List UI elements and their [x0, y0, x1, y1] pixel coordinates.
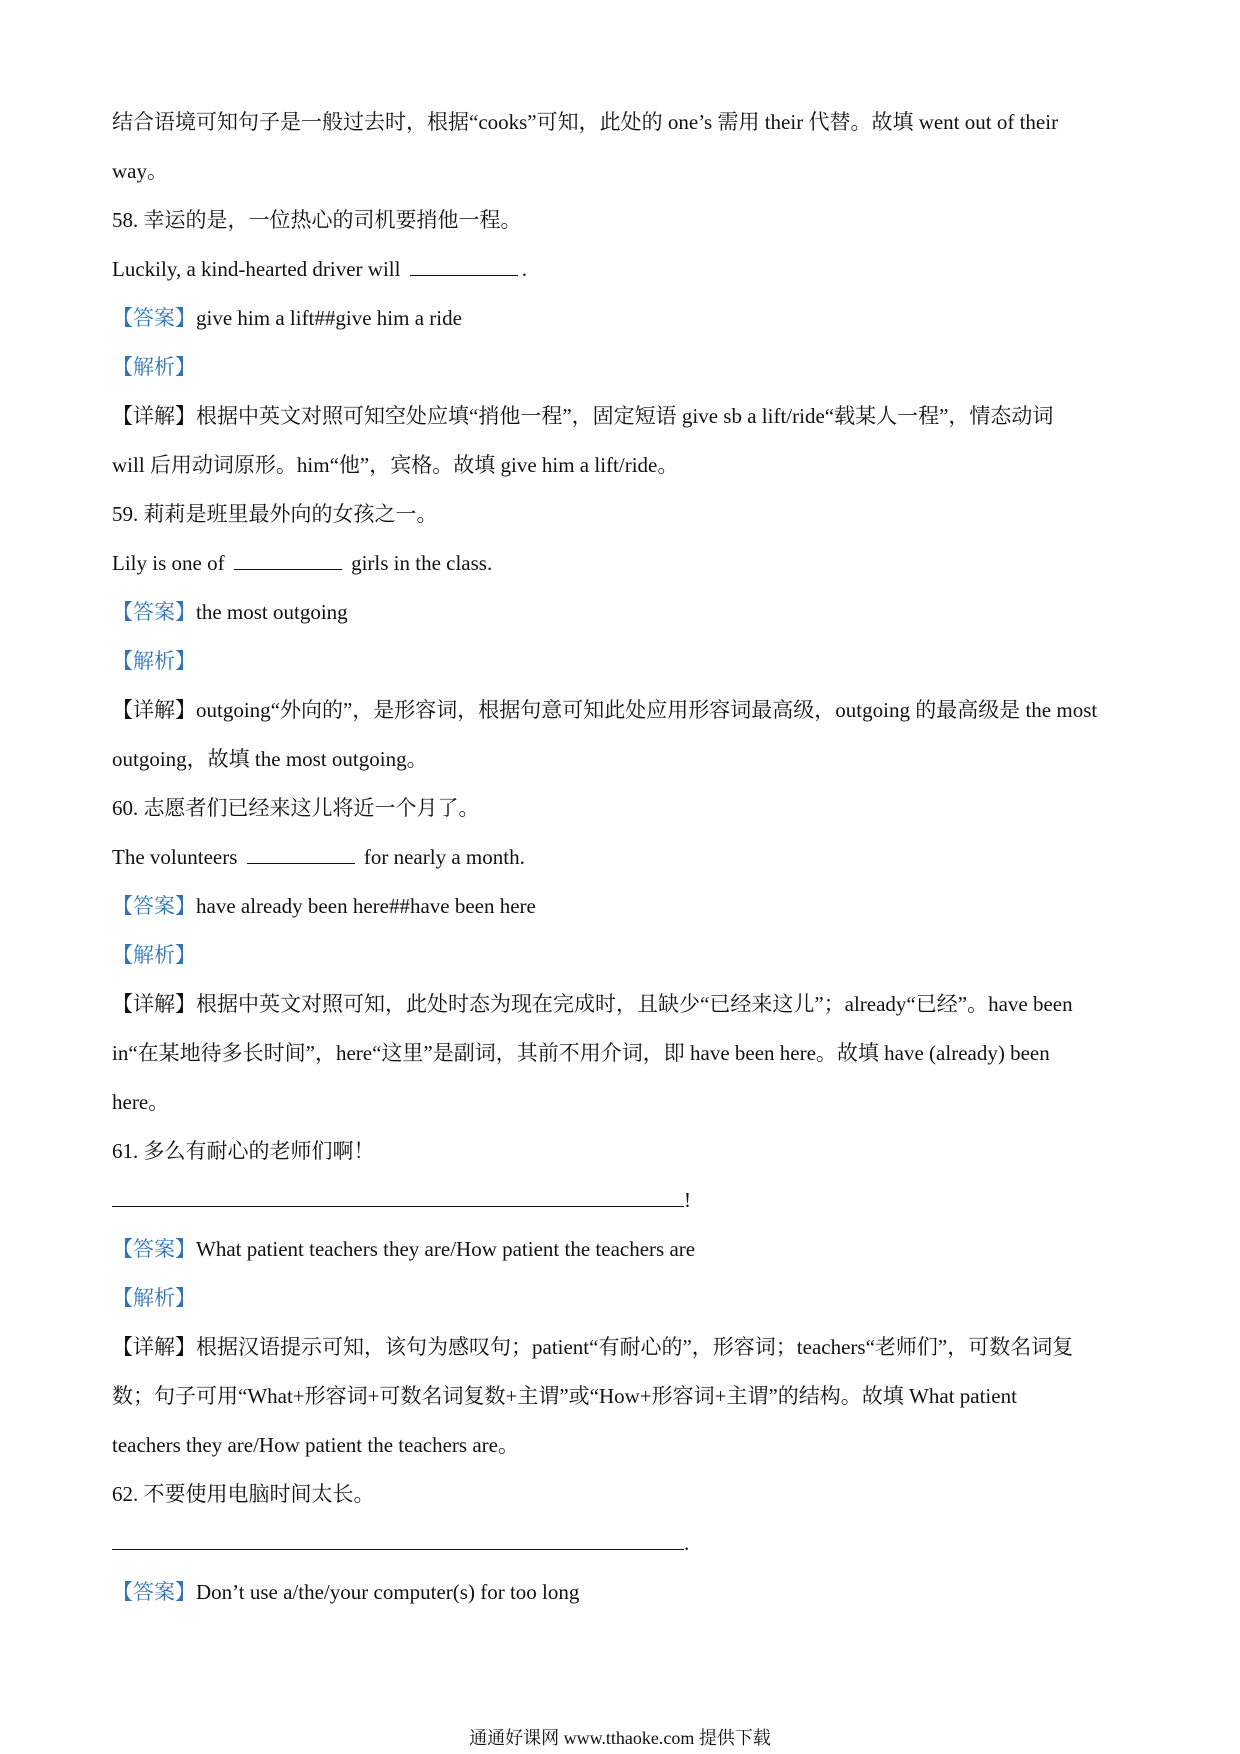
q61-detail-1 [112, 1323, 1137, 1372]
q62-end-punct: . [684, 1531, 690, 1555]
q58-detail-2: will 后用动词原形。him“他”，宾格。故填 give him a lift/ride。 [112, 453, 679, 477]
q59-blank [234, 568, 342, 570]
q61-detail-2: 数；句子可用“What+形容词+可数名词复数+主谓”或“How+形容词+主谓”的结构。故填 What patient [112, 1384, 1017, 1408]
q60-english [112, 833, 1137, 882]
answer-tag: 【答案】 [112, 1580, 196, 1604]
analysis-tag: 【解析】 [112, 355, 196, 379]
page-footer: 通通好课网 www.tthaoke.com 提供下载 [469, 1728, 771, 1748]
q61-blank-line [112, 1176, 1137, 1225]
q62-blank-line [112, 1519, 1137, 1568]
q58-blank [410, 274, 518, 276]
q58-english-after: . [521, 257, 527, 281]
q59-chinese: 59. 莉莉是班里最外向的女孩之一。 [112, 502, 438, 526]
q59-answer-text: the most outgoing [196, 600, 348, 624]
q61-blank [112, 1205, 684, 1207]
intro-line-1: 结合语境可知句子是一般过去时，根据“cooks”可知，此处的 one’s 需用 their 代替。故填 went out of their [112, 110, 1059, 134]
q61-answer [112, 1225, 1137, 1274]
detail-tag: 【详解】 [112, 698, 196, 722]
q58-detail-text-1: 根据中英文对照可知空处应填“捎他一程”，固定短语 give sb a lift/ride“载某人一程”，情态动词 [196, 404, 1054, 428]
answer-tag: 【答案】 [112, 600, 196, 624]
q59-english-before: Lily is one of [112, 551, 230, 575]
q59-english-after: girls in the class. [345, 551, 493, 575]
document-content [112, 98, 1137, 1617]
q59-detail-text-1: outgoing“外向的”，是形容词，根据句意可知此处应用形容词最高级，outgoing 的最高级是 the most [196, 698, 1098, 722]
q60-chinese: 60. 志愿者们已经来这儿将近一个月了。 [112, 796, 480, 820]
q58-detail-1 [112, 392, 1137, 441]
q58-answer [112, 294, 1137, 343]
q61-end-punct: ! [684, 1188, 691, 1212]
q58-analysis [112, 343, 1137, 392]
q61-chinese: 61. 多么有耐心的老师们啊！ [112, 1139, 375, 1163]
answer-tag: 【答案】 [112, 894, 196, 918]
q60-detail-2: in“在某地待多长时间”，here“这里”是副词，其前不用介词，即 have been here。故填 have (already) been [112, 1041, 1050, 1065]
analysis-tag: 【解析】 [112, 1286, 196, 1310]
analysis-tag: 【解析】 [112, 649, 196, 673]
q60-blank [247, 862, 355, 864]
q62-chinese: 62. 不要使用电脑时间太长。 [112, 1482, 375, 1506]
q59-detail-1 [112, 686, 1137, 735]
q60-english-after: for nearly a month. [358, 845, 525, 869]
answer-tag: 【答案】 [112, 1237, 196, 1261]
detail-tag: 【详解】 [112, 992, 196, 1016]
q58-answer-text: give him a lift##give him a ride [196, 306, 462, 330]
q58-chinese: 58. 幸运的是，一位热心的司机要捎他一程。 [112, 208, 522, 232]
q58-english-before: Luckily, a kind-hearted driver will [112, 257, 406, 281]
q60-analysis [112, 931, 1137, 980]
q61-answer-text: What patient teachers they are/How patient the teachers are [196, 1237, 696, 1261]
q60-answer-text: have already been here##have been here [196, 894, 536, 918]
analysis-tag: 【解析】 [112, 943, 196, 967]
q59-analysis [112, 637, 1137, 686]
q59-english [112, 539, 1137, 588]
intro-line-2: way。 [112, 159, 168, 183]
detail-tag: 【详解】 [112, 1335, 196, 1359]
q61-detail-3: teachers they are/How patient the teachers are。 [112, 1433, 519, 1457]
q58-english [112, 245, 1137, 294]
q60-detail-3: here。 [112, 1090, 170, 1114]
q60-english-before: The volunteers [112, 845, 243, 869]
q59-detail-2: outgoing，故填 the most outgoing。 [112, 747, 428, 771]
q61-analysis [112, 1274, 1137, 1323]
answer-tag: 【答案】 [112, 306, 196, 330]
q62-answer-text: Don’t use a/the/your computer(s) for too long [196, 1580, 580, 1604]
q61-detail-text-1: 根据汉语提示可知，该句为感叹句；patient“有耐心的”，形容词；teachers“老师们”，可数名词复 [196, 1335, 1074, 1359]
detail-tag: 【详解】 [112, 404, 196, 428]
q60-detail-text-1: 根据中英文对照可知，此处时态为现在完成时，且缺少“已经来这儿”；already“已经”。have been [196, 992, 1073, 1016]
q62-answer [112, 1568, 1137, 1617]
q59-answer [112, 588, 1137, 637]
q62-blank [112, 1548, 684, 1550]
q60-detail-1 [112, 980, 1137, 1029]
q60-answer [112, 882, 1137, 931]
